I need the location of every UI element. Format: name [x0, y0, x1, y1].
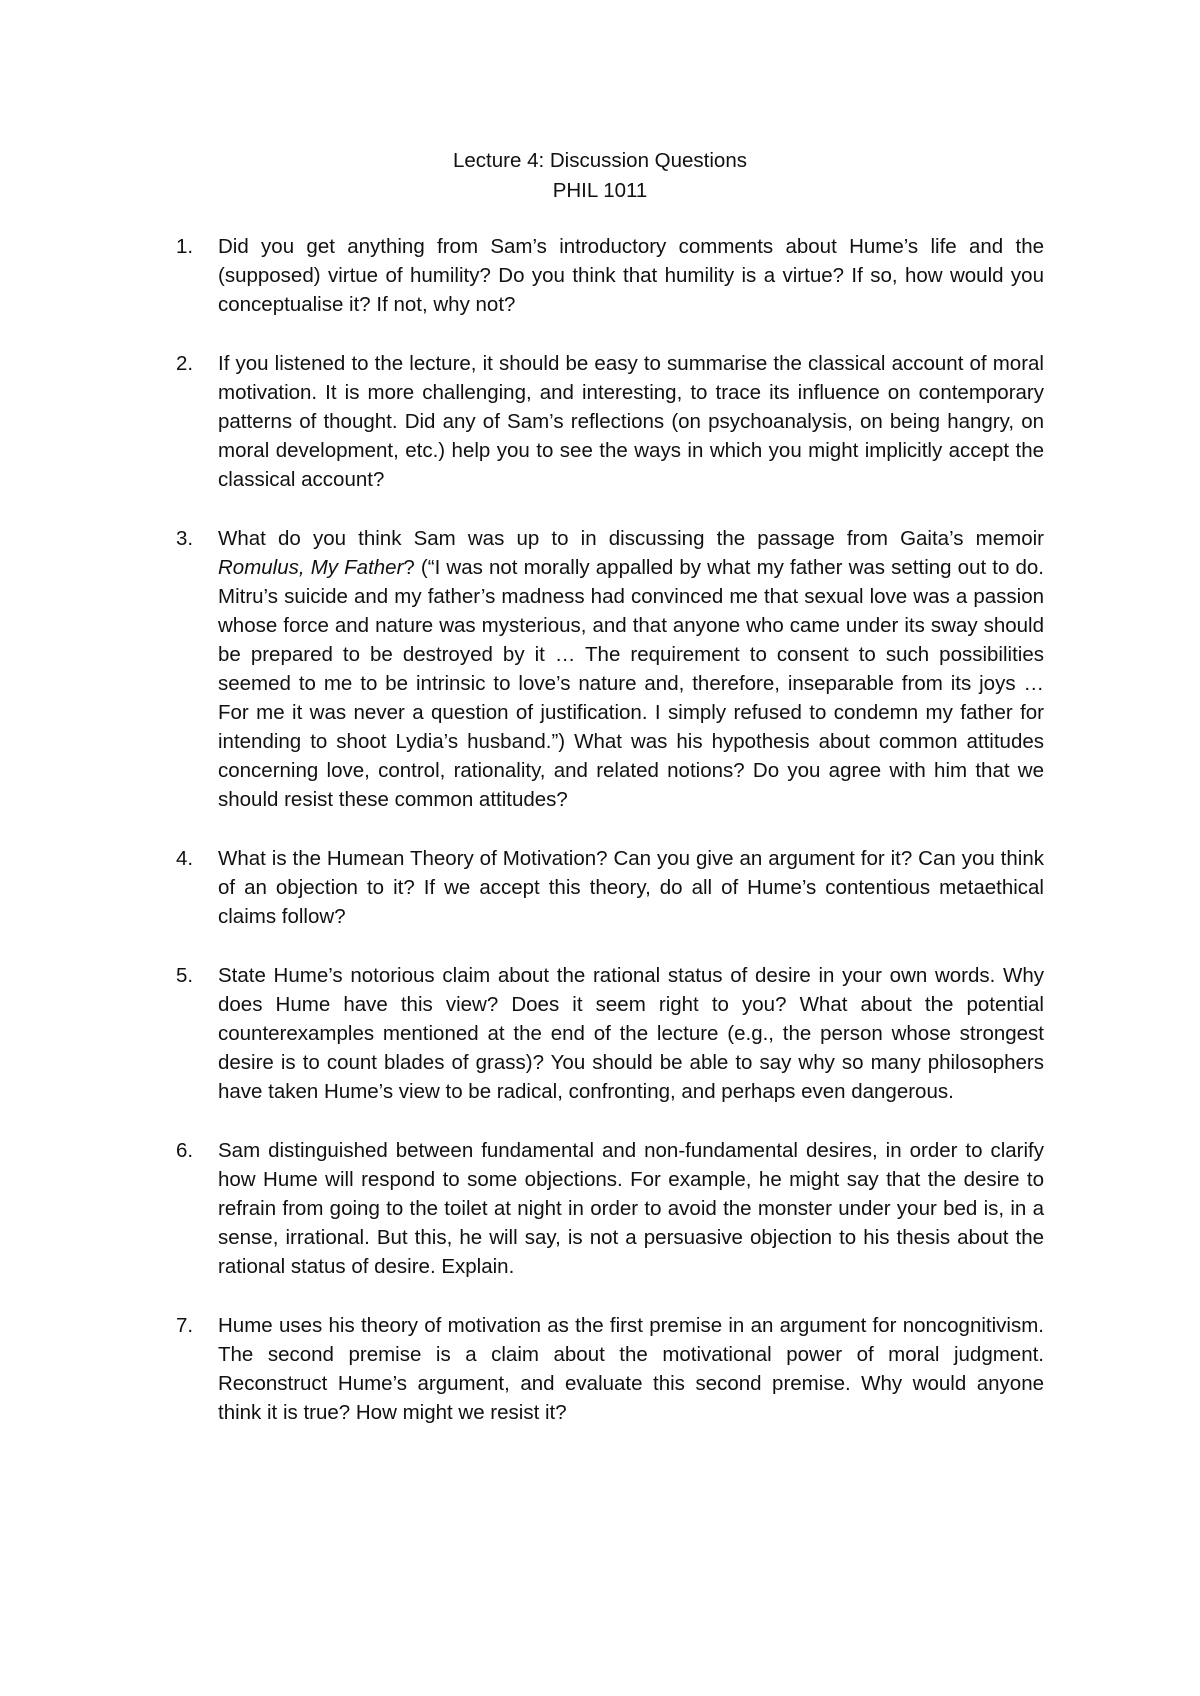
question-item	[176, 844, 1044, 931]
question-item	[176, 1136, 1044, 1281]
question-text-part: ? (“I was not morally appalled by what my father was setting out to do. Mitru’s suicide and my father’s madness had convinced me that sexual love was a passion whose force and nature was mysterious, and that anyone who came under its sway should be prepared to be destroyed by it … The requirement to consent to such possibilities seemed to me to be intrinsic to love’s nature and, therefore, inseparable from its joys … For me it was never a question of justification. I simply refused to condemn my father for intending to shoot Lydia’s husband.”) What was his hypothesis about common attitudes concerning love, control, rationality, and related notions? Do you agree with him that we should resist these common attitudes?	[218, 556, 1044, 811]
question-number: 7.	[176, 1314, 194, 1337]
question-number: 5.	[176, 964, 194, 987]
question-text: What is the Humean Theory of Motivation? Can you give an argument for it? Can you think of an objection to it? If we accept this theory, do all of Hume’s contentious metaethical claims follow?	[218, 847, 1044, 928]
book-title: Romulus, My Father	[218, 556, 404, 579]
document-header	[0, 146, 1200, 206]
question-list	[176, 232, 1044, 1457]
question-number: 3.	[176, 527, 194, 550]
question-number: 1.	[176, 235, 194, 258]
course-code: PHIL 1011	[552, 179, 648, 202]
question-number: 6.	[176, 1139, 194, 1162]
question-text: Sam distinguished between fundamental and non-fundamental desires, in order to clarify how Hume will respond to some objections. For example, he might say that the desire to refrain from going to the toilet at night in order to avoid the monster under your bed is, in a sense, irrational. But this, he will say, is not a persuasive objection to his thesis about the rational status of desire. Explain.	[218, 1139, 1044, 1278]
question-item	[176, 1311, 1044, 1427]
question-number: 4.	[176, 847, 194, 870]
question-item	[176, 232, 1044, 319]
question-text: If you listened to the lecture, it should be easy to summarise the classical account of moral motivation. It is more challenging, and interesting, to trace its influence on contemporary patterns of thought. Did any of Sam’s reflections (on psychoanalysis, on being hangry, on moral development, etc.) help you to see the ways in which you might implicitly accept the classical account?	[218, 352, 1044, 491]
question-text	[218, 524, 1044, 814]
question-text: Hume uses his theory of motivation as the first premise in an argument for noncognitivism. The second premise is a claim about the motivational power of moral judgment. Reconstruct Hume’s argument, and evaluate this second premise. Why would anyone think it is true? How might we resist it?	[218, 1314, 1044, 1424]
question-text-part: What do you think Sam was up to in discussing the passage from Gaita’s memoir	[218, 527, 1044, 550]
question-number: 2.	[176, 352, 194, 375]
question-text: Did you get anything from Sam’s introductory comments about Hume’s life and the (supposed) virtue of humility? Do you think that humility is a virtue? If so, how would you conceptualise it? If not, why not?	[218, 235, 1044, 316]
question-item	[176, 961, 1044, 1106]
question-item	[176, 524, 1044, 814]
question-item	[176, 349, 1044, 494]
document-title: Lecture 4: Discussion Questions	[453, 149, 747, 172]
question-text: State Hume’s notorious claim about the rational status of desire in your own words. Why does Hume have this view? Does it seem right to you? What about the potential counterexamples mentioned at the end of the lecture (e.g., the person whose strongest desire is to count blades of grass)? You should be able to say why so many philosophers have taken Hume’s view to be radical, confronting, and perhaps even dangerous.	[218, 964, 1044, 1103]
